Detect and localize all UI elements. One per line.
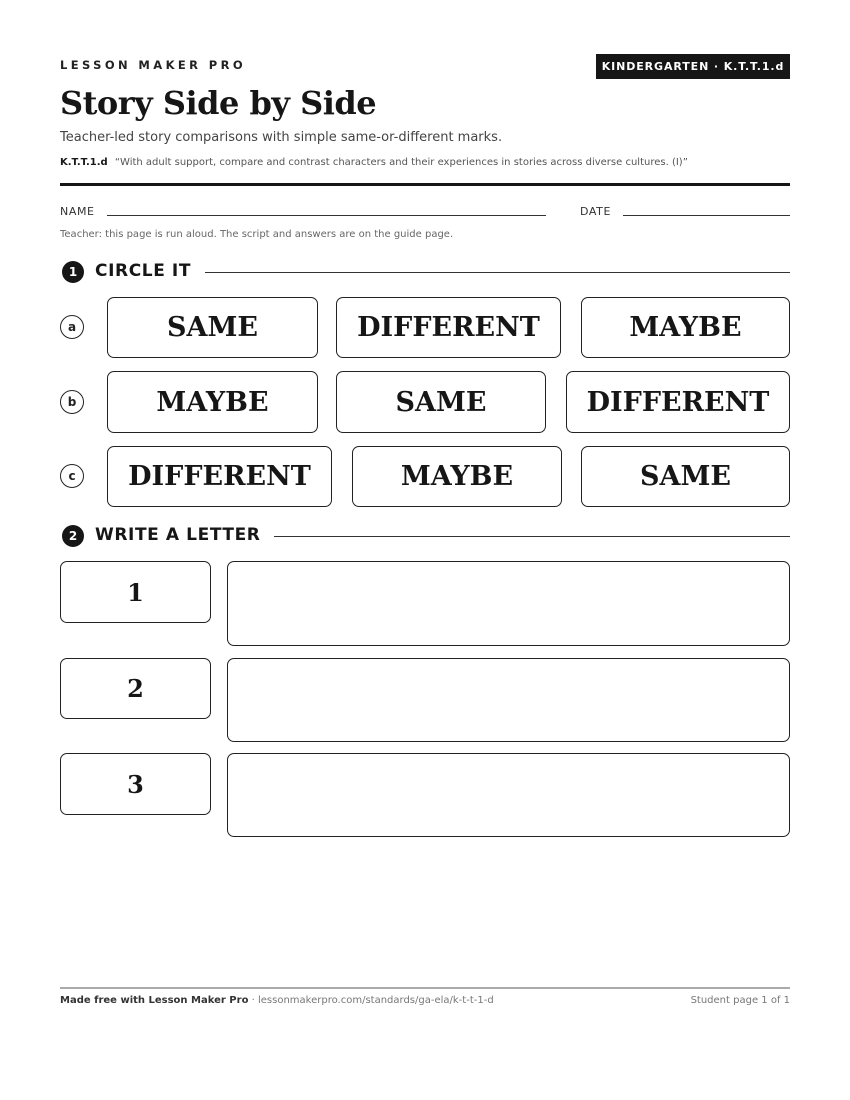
name-label: NAME: [60, 205, 95, 218]
page-title: Story Side by Side: [60, 84, 377, 122]
row-b-letter: b: [60, 390, 84, 414]
letter-1-number: 1: [60, 561, 211, 623]
choice-b-maybe[interactable]: MAYBE: [107, 371, 318, 433]
section-2-number: 2: [62, 525, 84, 547]
grade-badge: KINDERGARTEN · K.T.T.1.d: [596, 54, 790, 79]
footer-url[interactable]: lessonmakerpro.com/standards/ga-ela/k-t-t-1-d: [257, 995, 494, 1006]
choice-a-different[interactable]: DIFFERENT: [336, 297, 561, 358]
standard-text: “With adult support, compare and contrast characters and their experiences in stories across diverse cultures. (I)”: [114, 157, 688, 168]
section-2-title: WRITE A LETTER: [95, 525, 261, 545]
section-2-rule: [274, 536, 790, 537]
teacher-note: Teacher: this page is run aloud. The script and answers are on the guide page.: [60, 229, 454, 240]
date-field[interactable]: [623, 215, 790, 216]
choice-a-maybe[interactable]: MAYBE: [581, 297, 790, 358]
section-1-number: 1: [62, 261, 84, 283]
name-field[interactable]: [107, 215, 546, 216]
date-label: DATE: [580, 205, 612, 218]
choice-c-maybe[interactable]: MAYBE: [352, 446, 562, 507]
footer-page-label: Student page 1 of 1: [690, 995, 790, 1006]
letter-1-write-box[interactable]: [227, 561, 790, 646]
row-c-letter: c: [60, 464, 84, 488]
choice-c-same[interactable]: SAME: [581, 446, 790, 507]
header-divider: [60, 183, 790, 186]
choice-c-different[interactable]: DIFFERENT: [107, 446, 332, 507]
footer-divider: [60, 987, 790, 989]
section-1-rule: [205, 272, 790, 273]
choice-b-different[interactable]: DIFFERENT: [566, 371, 790, 433]
letter-2-number: 2: [60, 658, 211, 719]
choice-a-same[interactable]: SAME: [107, 297, 318, 358]
choice-b-same[interactable]: SAME: [336, 371, 546, 433]
footer-made-with: Made free with Lesson Maker Pro: [60, 995, 249, 1006]
brand-name: LESSON MAKER PRO: [60, 58, 247, 72]
standard-line: [60, 157, 688, 168]
footer-credit: [60, 995, 494, 1006]
letter-3-number: 3: [60, 753, 211, 815]
page-subtitle: Teacher-led story comparisons with simple same-or-different marks.: [60, 130, 503, 145]
letter-3-write-box[interactable]: [227, 753, 790, 837]
standard-code: K.T.T.1.d: [60, 157, 108, 168]
footer-separator: ·: [248, 995, 258, 1006]
row-a-letter: a: [60, 315, 84, 339]
section-1-title: CIRCLE IT: [95, 261, 192, 281]
letter-2-write-box[interactable]: [227, 658, 790, 742]
